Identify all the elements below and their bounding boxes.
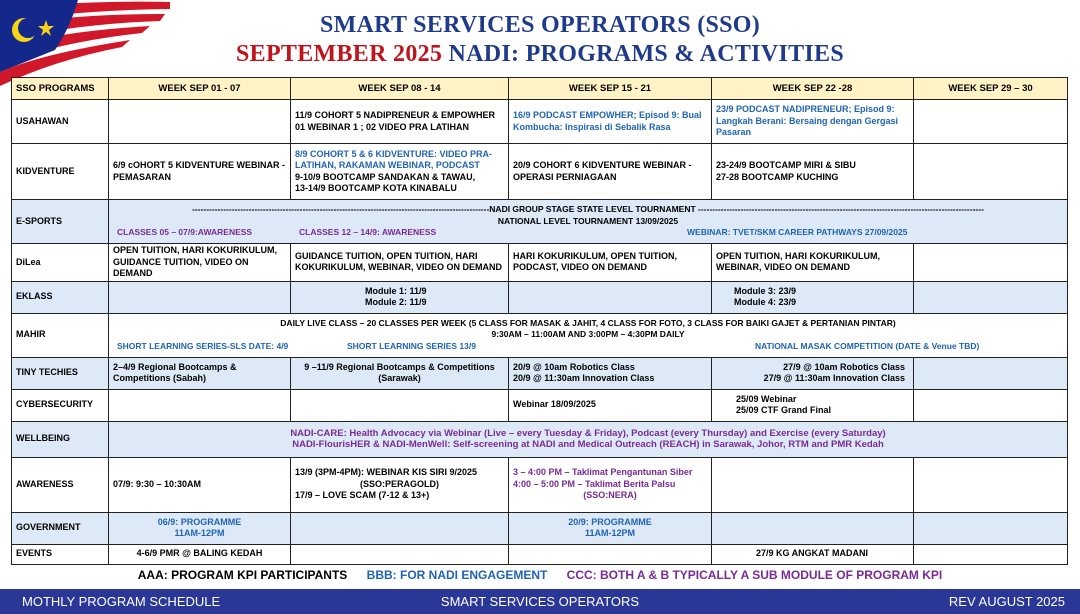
cell-empty: [109, 281, 291, 313]
cell-empty: [712, 512, 914, 544]
cell-kidventure-w3: 20/9 COHORT 6 KIDVENTURE WEBINAR - OPERASI PERNIAGAAN: [509, 144, 712, 200]
cell-empty: [914, 244, 1068, 282]
cell-events-w1: 4-6/9 PMR @ BALING KEDAH: [109, 544, 291, 564]
government-w3-a: 20/9: PROGRAMME: [568, 516, 652, 527]
cell-kidventure-w2: [291, 144, 509, 200]
cell-dilea-w3: HARI KOKURIKULUM, OPEN TUITION, PODCAST, VIDEO ON DEMAND: [509, 244, 712, 282]
cell-empty: [914, 544, 1068, 564]
row-dilea: [12, 244, 1068, 282]
mahir-masak: NATIONAL MASAK COMPETITION (DATE & Venue TBD): [755, 340, 980, 351]
cell-eklass-w2: [291, 281, 509, 313]
col-header-week2: WEEK SEP 08 - 14: [291, 78, 509, 100]
cell-empty: [914, 512, 1068, 544]
col-header-programs: SSO PROGRAMS: [12, 78, 109, 100]
cell-kidventure-w1: 6/9 cOHORT 5 KIDVENTURE WEBINAR - PEMASARAN: [109, 144, 291, 200]
table-header-row: [12, 78, 1068, 100]
footer-center: SMART SERVICES OPERATORS: [440, 594, 640, 609]
subtitle-month: SEPTEMBER 2025: [235, 41, 443, 67]
cell-empty: [914, 281, 1068, 313]
row-usahawan: [12, 100, 1068, 144]
cell-empty: [509, 544, 712, 564]
cell-dilea-w4: OPEN TUITION, HARI KOKURIKULUM, WEBINAR, VIDEO ON DEMAND: [712, 244, 914, 282]
legend-aaa: AAA: PROGRAM KPI PARTICIPANTS: [137, 568, 348, 582]
esports-line1: ---------------------------------------------------------------------------------------------------------NADI GROUP STAGE STATE LEVEL TOURNAMENT -----------------------------------------------------------------------------------------------------: [192, 204, 984, 214]
eklass-w4-b: Module 4: 23/9: [734, 297, 797, 307]
cell-usahawan-w3: 16/9 PODCAST EMPOWHER; Episod 9: Bual Kombucha: Inspirasi di Sebalik Rasa: [509, 100, 712, 144]
cell-awareness-w2: [291, 457, 509, 512]
cell-events-w4: 27/9 KG ANGKAT MADANI: [712, 544, 914, 564]
esports-classes2: CLASSES 12 – 14/9: AWARENESS: [299, 227, 437, 237]
cell-mahir: [109, 313, 1068, 357]
cell-empty: [914, 389, 1068, 421]
col-header-week1: WEEK SEP 01 - 07: [109, 78, 291, 100]
legend-ccc: CCC: BOTH A & B TYPICALLY A SUB MODULE OF PROGRAM KPI: [566, 568, 943, 582]
program-label: GOVERNMENT: [12, 512, 109, 544]
esports-classes1: CLASSES 05 – 07/9:AWARENESS: [117, 227, 253, 237]
esports-classes-row: [113, 227, 1063, 239]
row-cybersecurity: [12, 389, 1068, 421]
footer-left: MOTHLY PROGRAM SCHEDULE: [22, 594, 221, 609]
cell-tiny-w1: 2–4/9 Regional Bootcamps & Competitions (Sabah): [109, 357, 291, 389]
esports-line2: NATIONAL LEVEL TOURNAMENT 13/09/2025: [497, 215, 679, 226]
program-label: DiLea: [12, 244, 109, 282]
col-header-week4: WEEK SEP 22 -28: [712, 78, 914, 100]
cell-awareness-w1: 07/9: 9:30 – 10:30AM: [109, 457, 291, 512]
mahir-line2: 9:30AM – 11:00AM AND 3:00PM – 4:30PM DAILY: [491, 329, 685, 339]
cyber-w4-a: 25/09 Webinar: [736, 393, 797, 404]
program-label: EVENTS: [12, 544, 109, 564]
awareness-w2-a: 13/9 (3PM-4PM): WEBINAR KIS SIRI 9/2025: [295, 467, 478, 478]
footer-bar: [0, 589, 1080, 614]
awareness-w2-b: (SSO:PERAGOLD): [359, 478, 439, 489]
program-label: CYBERSECURITY: [12, 389, 109, 421]
kidventure-w4-b: 27-28 BOOTCAMP KUCHING: [716, 171, 839, 182]
cell-dilea-w2: GUIDANCE TUITION, OPEN TUITION, HARI KOKURIKULUM, WEBINAR, VIDEO ON DEMAND: [291, 244, 509, 282]
row-awareness: [12, 457, 1068, 512]
cell-cyber-w3: Webinar 18/09/2025: [509, 389, 712, 421]
government-w1-b: 11AM-12PM: [174, 528, 225, 538]
cell-empty: [291, 512, 509, 544]
row-events: [12, 544, 1068, 564]
eklass-w4-a: Module 3: 23/9: [734, 285, 797, 296]
program-label: EKLASS: [12, 281, 109, 313]
cell-tiny-w3: [509, 357, 712, 389]
row-government: [12, 512, 1068, 544]
row-wellbeing: [12, 421, 1068, 457]
awareness-w3-c: (SSO:NERA): [583, 490, 637, 501]
page-title: SMART SERVICES OPERATORS (SSO): [319, 12, 761, 38]
cell-wellbeing: [109, 421, 1068, 457]
cell-empty: [291, 544, 509, 564]
cell-empty: [914, 144, 1068, 200]
program-label: USAHAWAN: [12, 100, 109, 144]
wellbeing-line2: NADI-FlourisHER & NADI-MenWell: Self-screening at NADI and Medical Outreach (REACH) in Sarawak, Johor, RTM and PMR Kedah: [292, 439, 884, 450]
legend-bbb: BBB: FOR NADI ENGAGEMENT: [366, 568, 548, 582]
cyber-w4-b: 25/09 CTF Grand Final: [736, 405, 832, 415]
row-esports: [12, 200, 1068, 244]
eklass-w2-a: Module 1: 11/9: [365, 285, 427, 296]
program-label: KIDVENTURE: [12, 144, 109, 200]
cell-cyber-w4: [712, 389, 914, 421]
awareness-w3-a: 3 – 4:00 PM – Taklimat Pengantunan Siber: [513, 467, 693, 478]
cell-empty: [291, 389, 509, 421]
kidventure-w2-a: 9-10/9 BOOTCAMP SANDAKAN & TAWAU,: [295, 171, 476, 182]
kidventure-w2-blue: 8/9 COHORT 5 & 6 KIDVENTURE: VIDEO PRA-LATIHAN, RAKAMAN WEBINAR, PODCAST: [295, 148, 493, 170]
tiny-w3-b: 20/9 @ 11:30am Innovation Class: [513, 373, 655, 383]
col-header-week5: WEEK SEP 29 – 30: [914, 78, 1068, 100]
row-eklass: [12, 281, 1068, 313]
cell-kidventure-w4: [712, 144, 914, 200]
cell-empty: [914, 100, 1068, 144]
program-label: WELLBEING: [12, 421, 109, 457]
cell-government-w3: [509, 512, 712, 544]
program-label: E-SPORTS: [12, 200, 109, 244]
cell-usahawan-w4: 23/9 PODCAST NADIPRENEUR; Episod 9: Langkah Berani: Bersaing dengan Gergasi Pasaran: [712, 100, 914, 144]
cell-tiny-w2: 9 –11/9 Regional Bootcamps & Competitions (Sarawak): [291, 357, 509, 389]
esports-webinar: WEBINAR: TVET/SKM CAREER PATHWAYS 27/09/2025: [687, 227, 908, 237]
mahir-sls2: SHORT LEARNING SERIES 13/9: [347, 340, 476, 351]
cell-empty: [109, 389, 291, 421]
schedule-table: [11, 77, 1068, 565]
wellbeing-line1: NADI-CARE: Health Advocacy via Webinar (Live – every Tuesday & Friday), Podcast (every Thursday) and Exercise (every Saturday): [290, 427, 886, 439]
kidventure-w2-b: 13-14/9 BOOTCAMP KOTA KINABALU: [295, 183, 457, 193]
cell-empty: [914, 457, 1068, 512]
page-subtitle: [0, 41, 1080, 68]
footer-right: REV AUGUST 2025: [948, 594, 1065, 609]
mahir-line1: DAILY LIVE CLASS – 20 CLASSES PER WEEK (5 CLASS FOR MASAK & JAHIT, 4 CLASS FOR FOTO, 3 CLASS FOR BAIKI GAJET & PERTANIAN PINTAR): [280, 317, 896, 328]
col-header-week3: WEEK SEP 15 - 21: [509, 78, 712, 100]
cell-esports: [109, 200, 1068, 244]
legend: [0, 568, 1080, 582]
program-label: TINY TECHIES: [12, 357, 109, 389]
cell-awareness-w3: [509, 457, 712, 512]
eklass-w2-b: Module 2: 11/9: [365, 297, 427, 307]
cell-empty: [712, 457, 914, 512]
program-label: MAHIR: [12, 313, 109, 357]
cell-empty: [109, 100, 291, 144]
tiny-w3-a: 20/9 @ 10am Robotics Class: [513, 361, 635, 372]
subtitle-rest: NADI: PROGRAMS & ACTIVITIES: [442, 41, 844, 67]
kidventure-w4-a: 23-24/9 BOOTCAMP MIRI & SIBU: [716, 160, 856, 170]
government-w1-a: 06/9: PROGRAMME: [157, 516, 242, 527]
program-label: AWARENESS: [12, 457, 109, 512]
row-mahir: [12, 313, 1068, 357]
cell-usahawan-w2: 11/9 COHORT 5 NADIPRENEUR & EMPOWHER 01 WEBINAR 1 ; 02 VIDEO PRA LATIHAN: [291, 100, 509, 144]
awareness-w2-c: 17/9 – LOVE SCAM (7-12 & 13+): [295, 490, 430, 501]
awareness-w3-b: 4:00 – 5:00 PM – Taklimat Berita Palsu: [513, 478, 676, 489]
tiny-w4-a: 27/9 @ 10am Robotics Class: [783, 361, 905, 372]
cell-empty: [914, 357, 1068, 389]
government-w3-b: 11AM-12PM: [584, 528, 636, 538]
cell-eklass-w4: [712, 281, 914, 313]
cell-government-w1: [109, 512, 291, 544]
mahir-sls-row: [113, 341, 1063, 353]
cell-dilea-w1: OPEN TUITION, HARI KOKURIKULUM, GUIDANCE TUITION, VIDEO ON DEMAND: [109, 244, 291, 282]
cell-empty: [509, 281, 712, 313]
cell-tiny-w4: [712, 357, 914, 389]
mahir-sls1: SHORT LEARNING SERIES-SLS DATE: 4/9: [117, 340, 289, 351]
row-kidventure: [12, 144, 1068, 200]
row-tiny-techies: [12, 357, 1068, 389]
tiny-w4-b: 27/9 @ 11:30am Innovation Class: [763, 373, 905, 383]
